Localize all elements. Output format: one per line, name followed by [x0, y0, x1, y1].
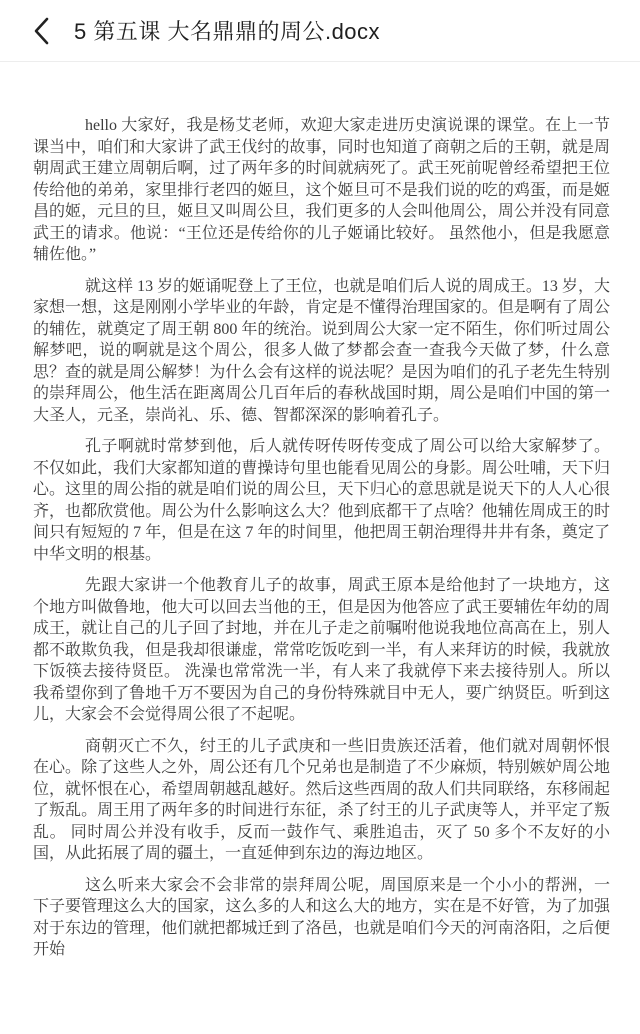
paragraph: hello 大家好，我是杨艾老师，欢迎大家走进历史演说课的课堂。在上一节课当中，咱们和大家讲了武王伐纣的故事，同时也知道了商朝之后的王朝，就是周朝周武王建立周朝后啊，过了两年多的时间就病死了。武王死前呢曾经希望把王位传给他的弟弟，家里排行老四的姬旦，这个姬旦可不是我们说的吃的鸡蛋，而是姬昌的姬，元旦的旦，姬旦又叫周公旦，我们更多的人会叫他周公，周公并没有同意武王的请求。他说：“王位还是传给你的儿子姬诵比较好。 虽然他小，但是我愿意辅佐他。” [33, 117, 610, 263]
title-bar [0, 0, 640, 62]
paragraph: 这么听来大家会不会非常的崇拜周公呢，周国原来是一个小小的帮洲，一下子要管理这么大的国家，这么多的人和这么大的地方，实在是不好管，为了加强对于东边的管理，他们就把都城迁到了洛邑，也就是咱们今天的河南洛阳，之后便开始 [33, 876, 610, 958]
paragraph: 先跟大家讲一个他教育儿子的故事，周武王原本是给他封了一块地方，这个地方叫做鲁地，他大可以回去当他的王，但是因为他答应了武王要辅佐年幼的周成王，就让自己的儿子回了封地，并在儿子走之前嘱咐他说我地位高高在上，别人都不敢欺负我，但是我却很谦虚，常常吃饭吃到一半，有人来拜访的时候，我就放下饭筷去接待贤臣。 洗澡也常常洗一半，有人来了我就停下来去接待别人。所以我希望你到了鲁地千万不要因为自己的身份特殊就目中无人，要广纳贤臣。听到这儿，大家会不会觉得周公很了不起呢。 [33, 577, 610, 723]
paragraph: 就这样 13 岁的姬诵呢登上了王位，也就是咱们后人说的周成王。13 岁，大家想一想，这是刚刚小学毕业的年龄，肯定是不懂得治理国家的。但是啊有了周公的辅佐，就奠定了周王朝 800 年的统治。说到周公大家一定不陌生，你们听过周公解梦吧，说的啊就是这个周公，很多人做了梦都会查一查我今天做了梦，什么意思？查的就是周公解梦！为什么会有这样的说法呢？是因为咱们的孔子老先生特别的崇拜周公，他生活在距离周公几百年后的春秋战国时期，周公是咱们中国的第一大圣人，元圣，崇尚礼、乐、德、智都深深的影响着孔子。 [33, 277, 610, 424]
document-scroll-area[interactable] [0, 62, 640, 1034]
chevron-left-icon [34, 17, 49, 45]
back-button[interactable] [32, 17, 50, 45]
paragraph: 商朝灭亡不久，纣王的儿子武庚和一些旧贵族还活着，他们就对周朝怀恨在心。除了这些人之外，周公还有几个兄弟也是制造了不少麻烦，特别嫉妒周公地位，就怀恨在心，希望周朝越乱越好。然后这些西周的敌人们共同联络，东移闹起了叛乱。周王用了两年多的时间进行东征，杀了纣王的儿子武庚等人，并平定了叛乱。 同时周公并没有收手，反而一鼓作气、乘胜追击，灭了 50 多个不友好的小国，从此拓展了周的疆土，一直延伸到东边的海边地区。 [33, 737, 610, 862]
document-page [0, 62, 640, 961]
paragraph: 孔子啊就时常梦到他，后人就传呀传呀传变成了周公可以给大家解梦了。不仅如此，我们大家都知道的曹操诗句里也能看见周公的身影。周公吐哺，天下归心。这里的周公指的就是咱们说的周公旦，天下归心的意思就是说天下的人人心很齐，也都欣赏他。周公为什么影响这么大？他到底都干了点啥？他辅佐周成王的时间只有短短的 7 年，但是在这 7 年的时间里，他把周王朝治理得井井有条，奠定了中华文明的根基。 [33, 438, 610, 563]
document-title: 5 第五课 大名鼎鼎的周公.docx [74, 19, 381, 44]
